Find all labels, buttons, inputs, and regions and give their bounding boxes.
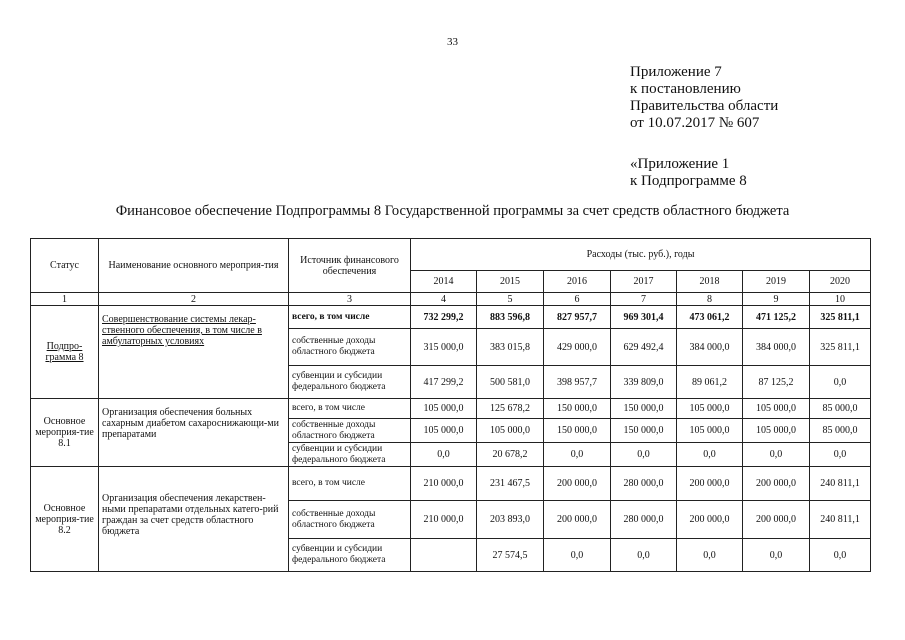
- value-cell: 0,0: [677, 443, 743, 467]
- value-cell: 87 125,2: [743, 366, 810, 399]
- source-cell: всего, в том числе: [289, 467, 411, 501]
- value-cell: 85 000,0: [810, 399, 871, 419]
- source-cell: всего, в том числе: [289, 399, 411, 419]
- column-index: 9: [743, 293, 810, 306]
- value-cell: 0,0: [810, 443, 871, 467]
- column-index: 3: [289, 293, 411, 306]
- value-cell: 200 000,0: [743, 467, 810, 501]
- value-cell: 325 811,1: [810, 306, 871, 329]
- column-index: 10: [810, 293, 871, 306]
- value-cell: 125 678,2: [477, 399, 544, 419]
- header-year: 2017: [611, 271, 677, 293]
- value-cell: 150 000,0: [611, 419, 677, 443]
- column-index: 1: [31, 293, 99, 306]
- value-cell: 384 000,0: [677, 329, 743, 366]
- value-cell: 105 000,0: [743, 419, 810, 443]
- value-cell: 827 957,7: [544, 306, 611, 329]
- value-cell: 240 811,1: [810, 501, 871, 539]
- value-cell: 0,0: [810, 366, 871, 399]
- appendix-line: Приложение 7: [630, 64, 722, 80]
- value-cell: 325 811,1: [810, 329, 871, 366]
- activity-name-cell: Организация обеспечения больных сахарным диабетом сахароснижающи-ми препаратами: [99, 399, 289, 467]
- column-index: 6: [544, 293, 611, 306]
- value-cell: 0,0: [677, 539, 743, 572]
- value-cell: 473 061,2: [677, 306, 743, 329]
- value-cell: 0,0: [743, 539, 810, 572]
- value-cell: 27 574,5: [477, 539, 544, 572]
- status-cell: Основное мероприя-тие 8.1: [31, 399, 99, 467]
- value-cell: 105 000,0: [677, 399, 743, 419]
- header-source: Источник финансового обеспечения: [289, 239, 411, 293]
- value-cell: 105 000,0: [677, 419, 743, 443]
- appendix-line: к Подпрограмме 8: [630, 173, 747, 189]
- status-cell: Основное мероприя-тие 8.2: [31, 467, 99, 572]
- appendix-block: [630, 64, 778, 190]
- source-cell: субвенции и субсидии федерального бюджета: [289, 366, 411, 399]
- value-cell: 732 299,2: [411, 306, 477, 329]
- value-cell: 0,0: [411, 443, 477, 467]
- document-title: Финансовое обеспечение Подпрограммы 8 Государственной программы за счет средств областного бюджета: [115, 203, 790, 219]
- appendix-line: от 10.07.2017 № 607: [630, 115, 760, 131]
- header-status: Статус: [31, 239, 99, 293]
- source-cell: всего, в том числе: [289, 306, 411, 329]
- value-cell: 150 000,0: [544, 399, 611, 419]
- value-cell: 969 301,4: [611, 306, 677, 329]
- value-cell: 883 596,8: [477, 306, 544, 329]
- value-cell: 210 000,0: [411, 501, 477, 539]
- value-cell: [411, 539, 477, 572]
- value-cell: 315 000,0: [411, 329, 477, 366]
- table-row: [31, 306, 871, 329]
- value-cell: 203 893,0: [477, 501, 544, 539]
- source-cell: субвенции и субсидии федерального бюджета: [289, 539, 411, 572]
- value-cell: 0,0: [544, 443, 611, 467]
- header-year: 2014: [411, 271, 477, 293]
- source-cell: собственные доходы областного бюджета: [289, 501, 411, 539]
- value-cell: 0,0: [544, 539, 611, 572]
- value-cell: 105 000,0: [411, 419, 477, 443]
- value-cell: 200 000,0: [677, 501, 743, 539]
- value-cell: 398 957,7: [544, 366, 611, 399]
- value-cell: 471 125,2: [743, 306, 810, 329]
- value-cell: 20 678,2: [477, 443, 544, 467]
- value-cell: 0,0: [611, 443, 677, 467]
- source-cell: собственные доходы областного бюджета: [289, 419, 411, 443]
- value-cell: 200 000,0: [544, 501, 611, 539]
- appendix-line: «Приложение 1: [630, 156, 730, 172]
- value-cell: 150 000,0: [611, 399, 677, 419]
- source-cell: субвенции и субсидии федерального бюджета: [289, 443, 411, 467]
- column-index: 5: [477, 293, 544, 306]
- value-cell: 85 000,0: [810, 419, 871, 443]
- status-cell: Подпро-грамма 8: [31, 306, 99, 399]
- value-cell: 105 000,0: [411, 399, 477, 419]
- value-cell: 383 015,8: [477, 329, 544, 366]
- value-cell: 0,0: [611, 539, 677, 572]
- header-year: 2020: [810, 271, 871, 293]
- value-cell: 240 811,1: [810, 467, 871, 501]
- value-cell: 105 000,0: [477, 419, 544, 443]
- source-cell: собственные доходы областного бюджета: [289, 329, 411, 366]
- header-expenses: Расходы (тыс. руб.), годы: [411, 239, 871, 271]
- value-cell: 417 299,2: [411, 366, 477, 399]
- header-year: 2015: [477, 271, 544, 293]
- table-row: [31, 467, 871, 501]
- value-cell: 0,0: [810, 539, 871, 572]
- value-cell: 150 000,0: [544, 419, 611, 443]
- value-cell: 500 581,0: [477, 366, 544, 399]
- appendix-line: Правительства области: [630, 98, 779, 114]
- value-cell: 384 000,0: [743, 329, 810, 366]
- value-cell: 429 000,0: [544, 329, 611, 366]
- header-year: 2019: [743, 271, 810, 293]
- value-cell: 629 492,4: [611, 329, 677, 366]
- value-cell: 339 809,0: [611, 366, 677, 399]
- appendix-line: к постановлению: [630, 81, 741, 97]
- value-cell: 200 000,0: [544, 467, 611, 501]
- activity-name-cell: Организация обеспечения лекарствен-ными препаратами отдельных катего-рий граждан за счет средств областного бюджета: [99, 467, 289, 572]
- header-year: 2016: [544, 271, 611, 293]
- column-index: 8: [677, 293, 743, 306]
- value-cell: 0,0: [743, 443, 810, 467]
- value-cell: 231 467,5: [477, 467, 544, 501]
- value-cell: 200 000,0: [677, 467, 743, 501]
- value-cell: 210 000,0: [411, 467, 477, 501]
- header-name: Наименование основного мероприя-тия: [99, 239, 289, 293]
- value-cell: 89 061,2: [677, 366, 743, 399]
- page-number: 33: [447, 36, 458, 48]
- header-year: 2018: [677, 271, 743, 293]
- column-index: 4: [411, 293, 477, 306]
- value-cell: 105 000,0: [743, 399, 810, 419]
- value-cell: 280 000,0: [611, 501, 677, 539]
- financing-table: [30, 238, 871, 572]
- column-index: 2: [99, 293, 289, 306]
- value-cell: 280 000,0: [611, 467, 677, 501]
- value-cell: 200 000,0: [743, 501, 810, 539]
- activity-name-cell: Совершенствование системы лекар-ственного обеспечения, в том числе в амбулаторных условиях: [99, 306, 289, 399]
- column-index: 7: [611, 293, 677, 306]
- table-row: [31, 399, 871, 419]
